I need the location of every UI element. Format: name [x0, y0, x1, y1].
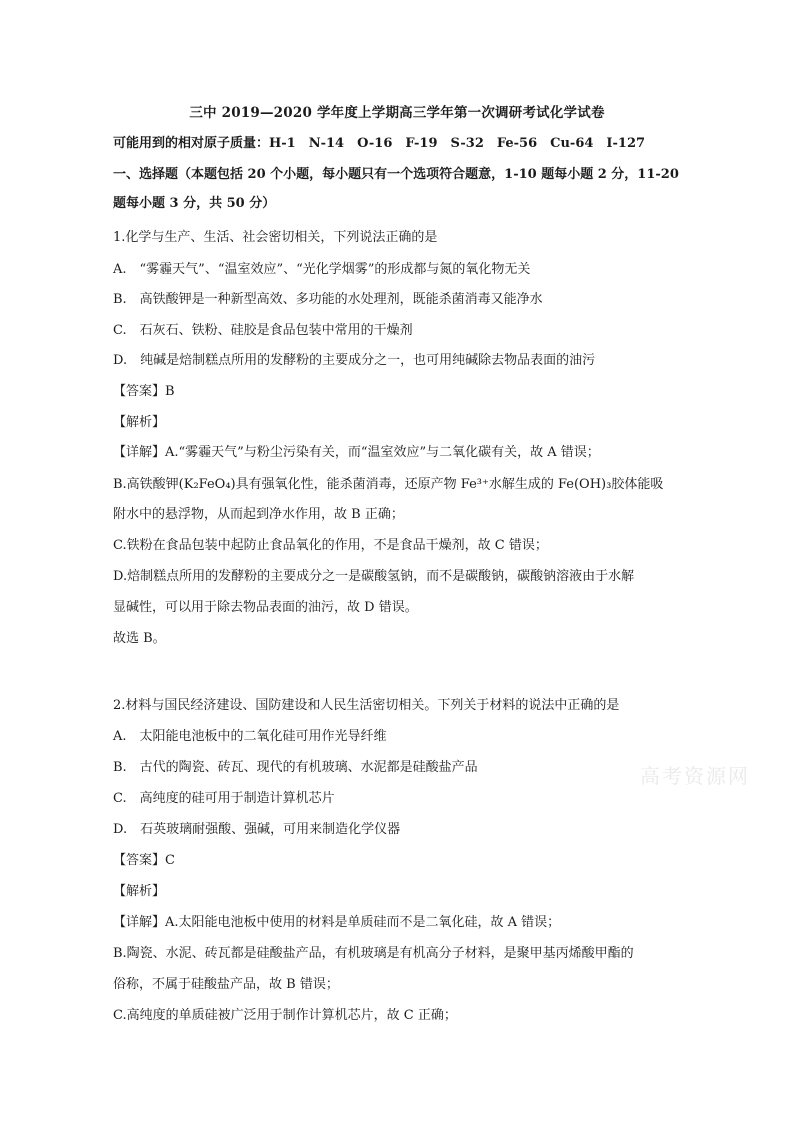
atomic-masses-line: 可能用到的相对原子质量：H-1 N-14 O-16 F-19 S-32 Fe-56 Cu-64 I-127 [113, 136, 646, 151]
watermark: 高考资源网 [640, 764, 750, 788]
section-heading-line-1: 一、选择题（本题包括 20 个小题，每小题只有一个选项符合题意，1-10 题每小题 2 分，11-20 [113, 167, 679, 182]
q2-detail-line: B.陶瓷、水泥、砖瓦都是硅酸盐产品，有机玻璃是有机高分子材料，是聚甲基丙烯酸甲酯的 [113, 946, 634, 961]
q1-option-c: C. 石灰石、铁粉、硅胶是食品包装中常用的干燥剂 [113, 323, 413, 338]
q2-analysis-label: 【解析】 [113, 884, 166, 899]
q1-detail-line: 显碱性，可以用于除去物品表面的油污，故 D 错误。 [113, 600, 418, 615]
q2-option-c: C. 高纯度的硅可用于制造计算机芯片 [113, 791, 335, 806]
q1-analysis-label: 【解析】 [113, 415, 166, 430]
q2-stem: 2.材料与国民经济建设、国防建设和人民生活密切相关。下列关于材料的说法中正确的是 [113, 698, 620, 713]
q2-option-d: D. 石英玻璃耐强酸、强碱，可用来制造化学仪器 [113, 822, 401, 837]
q2-option-a: A. 太阳能电池板中的二氧化硅可用作光导纤维 [113, 729, 387, 744]
q1-detail-line: 【详解】A.“雾霾天气”与粉尘污染有关，而“温室效应”与二氧化碳有关，故 A 错误； [113, 445, 600, 460]
q2-option-b: B. 古代的陶瓷、砖瓦、现代的有机玻璃、水泥都是硅酸盐产品 [113, 760, 478, 775]
q2-detail-line: C.高纯度的单质硅被广泛用于制作计算机芯片，故 C 正确； [113, 1008, 457, 1023]
q1-option-a: A. “雾霾天气”、“温室效应”、“光化学烟雾”的形成都与氮的氧化物无关 [113, 262, 531, 277]
q2-detail-line: 俗称，不属于硅酸盐产品，故 B 错误； [113, 977, 339, 992]
section-heading-line-2: 题每小题 3 分，共 50 分） [113, 196, 276, 211]
q1-answer: 【答案】B [113, 384, 175, 399]
q1-option-b: B. 高铁酸钾是一种新型高效、多功能的水处理剂，既能杀菌消毒又能净水 [113, 292, 543, 307]
q1-option-d: D. 纯碱是焙制糕点所用的发酵粉的主要成分之一，也可用纯碱除去物品表面的油污 [113, 353, 596, 368]
q1-detail-line: 附水中的悬浮物，从而起到净水作用，故 B 正确； [113, 507, 404, 522]
q1-stem: 1.化学与生产、生活、社会密切相关，下列说法正确的是 [113, 230, 438, 245]
q1-detail-line: B.高铁酸钾(K₂FeO₄)具有强氧化性，能杀菌消毒，还原产物 Fe³⁺水解生成的 Fe(OH)₃胶体能吸 [113, 477, 664, 492]
q1-detail-line: C.铁粉在食品包装中起防止食品氧化的作用，不是食品干燥剂，故 C 错误； [113, 538, 548, 553]
q1-detail-line: D.焙制糕点所用的发酵粉的主要成分之一是碳酸氢钠，而不是碳酸钠，碳酸钠溶液由于水解 [113, 569, 635, 584]
q2-detail-line: 【详解】A.太阳能电池板中使用的材料是单质硅而不是二氧化硅，故 A 错误； [113, 915, 561, 930]
q1-conclusion: 故选 B。 [113, 631, 166, 646]
exam-title: 三中 2019—2020 学年度上学期高三学年第一次调研考试化学试卷 [189, 105, 605, 121]
q2-answer: 【答案】C [113, 853, 175, 868]
